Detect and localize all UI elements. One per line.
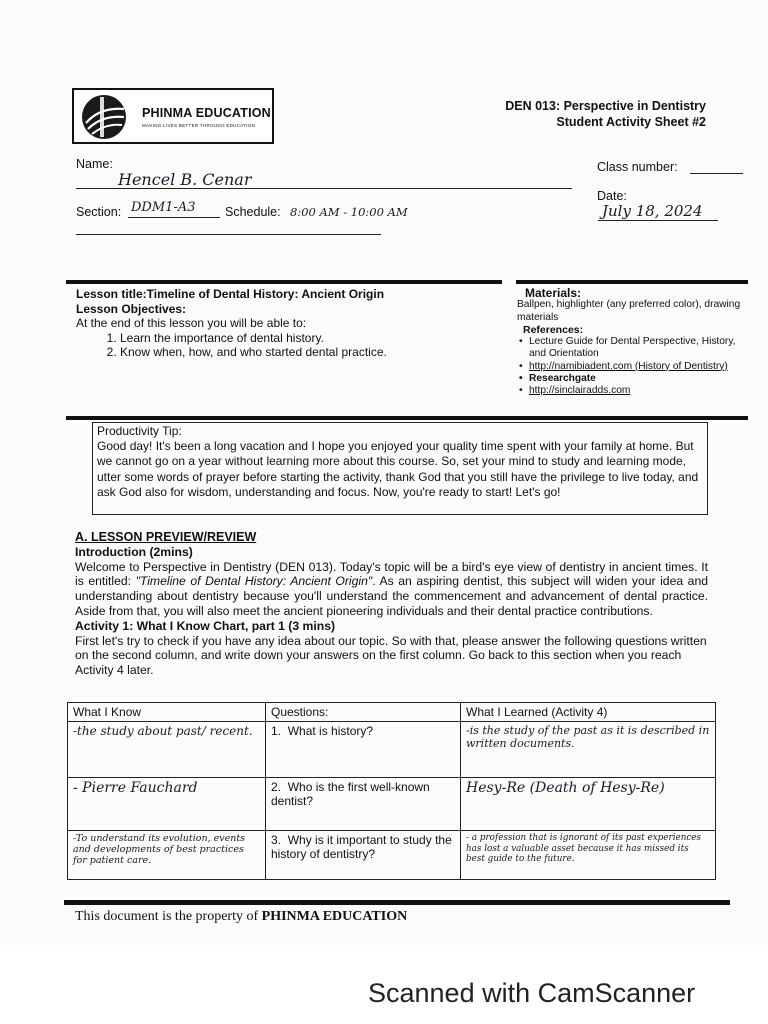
reference-item: • http://sinclairadds.com xyxy=(529,385,742,397)
what-i-learned-cell: Hesy-Re (Death of Hesy-Re) xyxy=(461,778,716,831)
lesson-intro: At the end of this lesson you will be able to: xyxy=(76,316,307,331)
sheet-title: Student Activity Sheet #2 xyxy=(556,115,706,129)
question-cell: 2. Who is the first well-known dentist? xyxy=(266,778,461,831)
introduction-text: Welcome to Perspective in Dentistry (DEN 013). Today's topic will be a bird's eye view of dentistry in ancient times. It is entitled: "Timeline of Dental History: Ancient Origin". As an aspiring dentist, this subject will widen your idea and understanding about dentistry because you'll understand the commencement and advancement of dental practice. Aside from that, you will also meet the ancient pioneering individuals and their dental practice contributions. xyxy=(75,559,708,618)
lesson-objectives-label: Lesson Objectives: xyxy=(76,301,187,316)
table-row xyxy=(68,831,716,880)
schedule-underline xyxy=(76,234,381,235)
materials-block xyxy=(517,287,742,398)
productivity-tip-box xyxy=(92,422,708,515)
materials-text: Ballpen, highlighter (any preferred color), drawing materials xyxy=(517,299,741,323)
section-a-heading: A. LESSON PREVIEW/REVIEW xyxy=(75,530,257,544)
date-underline xyxy=(598,220,718,221)
table-row xyxy=(68,778,716,831)
section-label: Section: xyxy=(76,205,122,219)
phinma-emblem-icon xyxy=(80,93,128,141)
logo-tagline: MAKING LIVES BETTER THROUGH EDUCATION xyxy=(142,123,256,128)
question-cell: 3. Why is it important to study the history of dentistry? xyxy=(266,831,461,880)
question-cell: 1. What is history? xyxy=(266,722,461,778)
lesson-top-bar xyxy=(66,280,502,284)
objective-item: 2. Know when, how, and who started dental practice. xyxy=(120,345,512,360)
reference-item: • http://namibiadent.com (History of Dentistry) xyxy=(529,361,742,373)
references-label: References: xyxy=(523,323,584,336)
reference-item: • Lecture Guide for Dental Perspective, History, and Orientation xyxy=(529,336,742,361)
what-i-know-cell: - Pierre Fauchard xyxy=(68,778,266,831)
lesson-title: Lesson title:Timeline of Dental History: Ancient Origin xyxy=(76,287,385,301)
what-i-learned-cell: -is the study of the past as it is described in written documents. xyxy=(461,722,716,778)
section-underline xyxy=(128,217,220,218)
chart-header-row xyxy=(68,703,716,722)
activity-1-text: First let's try to check if you have any idea about our topic. So with that, please answer the following questions written on the second column, and write down your answers on the first column. Go back to this section when you reach Activity 4 later. xyxy=(75,633,707,678)
name-underline xyxy=(76,188,572,189)
lesson-topic-title: "Timeline of Dental History: Ancient Origin" xyxy=(135,574,373,589)
footer-notice: This document is the property of PHINMA EDUCATION xyxy=(75,909,408,924)
panel-divider-bar xyxy=(66,416,748,420)
materials-title: Materials: xyxy=(525,286,582,300)
lesson-block xyxy=(76,287,512,360)
date-label: Date: xyxy=(597,189,627,203)
tip-text: Good day! It's been a long vacation and I hope you enjoyed your quality time spent with your family at home. But we cannot go on a year without learning more about this course. So, set your mind to study and learning mode, utter some words of prayer before starting the activity, thank God that you still have the privilege to live today, and ask God also for wisdom, understanding and focus. Now, you're ready to start! Let's go! xyxy=(97,439,699,499)
date-value: July 18, 2024 xyxy=(602,202,703,220)
what-i-know-chart xyxy=(67,702,716,880)
column-header: Questions: xyxy=(266,703,461,722)
what-i-learned-cell: - a profession that is ignorant of its past experiences has lost a valuable asset because it has missed its best guide to the future. xyxy=(461,831,716,880)
introduction-label: Introduction (2mins) xyxy=(75,544,193,559)
schedule-label: Schedule: xyxy=(225,205,281,219)
lesson-preview-section xyxy=(75,530,708,678)
tip-title: Productivity Tip: xyxy=(97,424,182,438)
activity-1-label: Activity 1: What I Know Chart, part 1 (3 mins) xyxy=(75,618,336,633)
name-value: Hencel B. Cenar xyxy=(118,170,252,189)
footer-rule xyxy=(64,900,730,905)
class-number-label: Class number: xyxy=(597,160,678,174)
section-value: DDM1-A3 xyxy=(131,200,196,215)
objectives-list xyxy=(76,331,512,360)
footer-owner: PHINMA EDUCATION xyxy=(261,909,408,924)
camscanner-watermark: Scanned with CamScanner xyxy=(368,978,696,1008)
references-list xyxy=(517,336,742,397)
schedule-value: 8:00 AM - 10:00 AM xyxy=(290,205,408,219)
name-label: Name: xyxy=(76,157,113,171)
course-title: DEN 013: Perspective in Dentistry xyxy=(505,99,706,113)
what-i-know-cell: -To understand its evolution, events and developments of best practices for patient care. xyxy=(68,831,266,880)
column-header: What I Learned (Activity 4) xyxy=(461,703,716,722)
what-i-know-cell: -the study about past/ recent. xyxy=(68,722,266,778)
table-row xyxy=(68,722,716,778)
column-header: What I Know xyxy=(68,703,266,722)
logo-name: PHINMA EDUCATION xyxy=(142,106,271,120)
course-header xyxy=(505,98,706,130)
materials-top-bar xyxy=(516,280,748,284)
phinma-logo xyxy=(72,88,274,144)
reference-item: • Researchgate xyxy=(529,373,742,385)
class-number-underline xyxy=(690,173,743,174)
objective-item: 1. Learn the importance of dental history. xyxy=(120,331,512,346)
